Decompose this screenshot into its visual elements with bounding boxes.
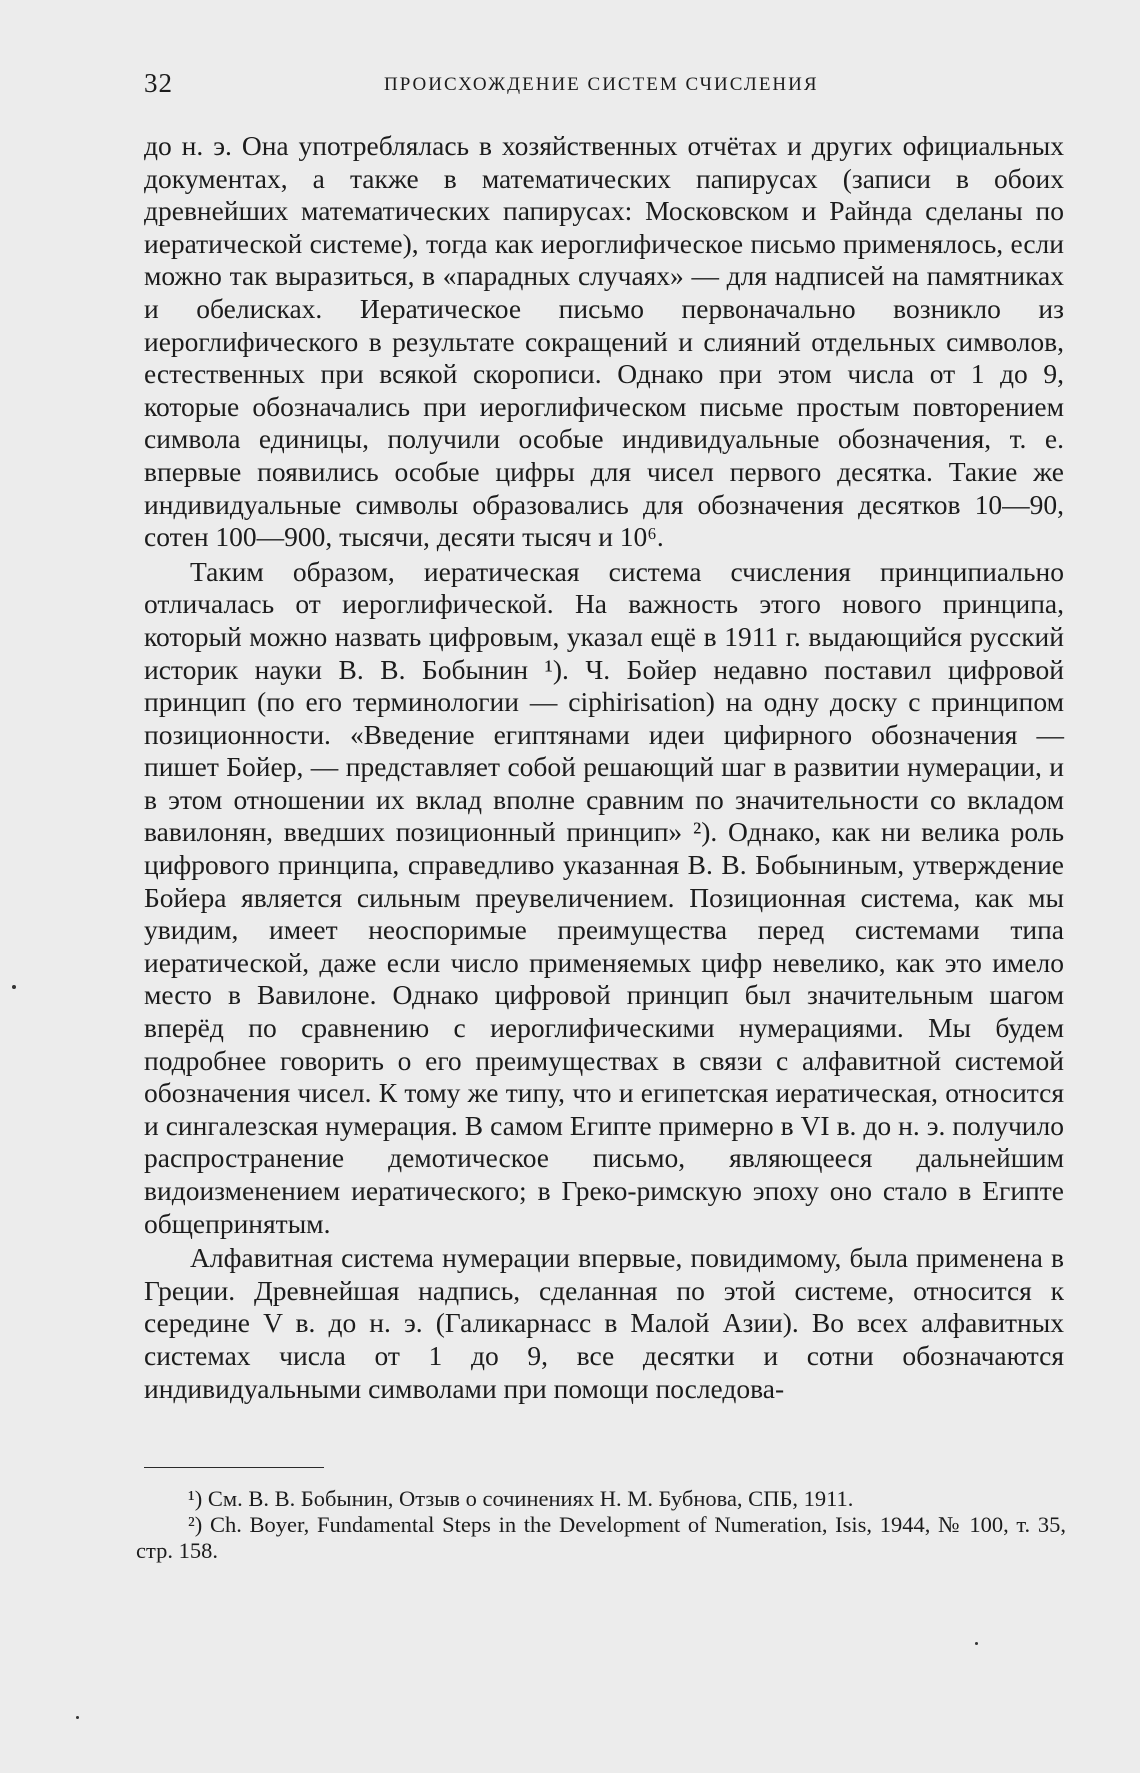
footnote-divider <box>144 1467 324 1468</box>
footnotes <box>136 1486 1066 1564</box>
page-header <box>144 68 1064 108</box>
paragraph-2: Таким образом, иератическая система счисления принципиально отличалась от иероглифической. На важность этого нового принципа, который можно назвать цифровым, указал ещё в 1911 г. выдающийся русский историк науки В. В. Бобынин ¹). Ч. Бойер недавно поставил цифровой принцип (по его терминологии — ciphirisation) на одну доску с принципом позиционности. «Введение египтянами идеи цифирного обозначения — пишет Бойер, — представляет собой решающий шаг в развитии нумерации, и в этом отношении их вклад вполне сравним по значительности со вкладом вавилонян, введших позиционный принцип» ²). Однако, как ни велика роль цифрового принципа, справедливо указанная В. В. Бобыниным, утверждение Бойера является сильным преувеличением. Позиционная система, как мы увидим, имеет неоспоримые преимущества перед системами типа иератической, даже если число применяемых цифр невелико, как это имело место в Вавилоне. Однако цифровой принцип был значительным шагом вперёд по сравнению с иероглифическими нумерациями. Мы будем подробнее говорить о его преимуществах в связи с алфавитной системой обозначения чисел. К тому же типу, что и египетская иератическая, относится и сингалезская нумерация. В самом Египте примерно в VI в. до н. э. получило распространение демотическое письмо, являющееся дальнейшим видоизменением иератического; в Греко-римскую эпоху оно стало в Египте общепринятым. <box>144 555 1064 1239</box>
paragraph-3: Алфавитная система нумерации впервые, повидимому, была применена в Греции. Древнейшая надпись, сделанная по этой системе, относится к середине V в. до н. э. (Галикарнасс в Малой Азии). Во всех алфавитных системах числа от 1 до 9, все десятки и сотни обозначаются индивидуальными символами при помощи последова- <box>144 1242 1064 1404</box>
paragraph-1: до н. э. Она употреблялась в хозяйственных отчётах и других официальных документах, а также в математических папирусах (записи в обоих древнейших математических папирусах: Московском и Райнда сделаны по иератической системе), тогда как иероглифическое письмо применялось, если можно так выразиться, в «парадных случаях» — для надписей на памятниках и обелисках. Иератическое письмо первоначально возникло из иероглифического в результате сокращений и слияний отдельных символов, естественных при всякой скорописи. Однако при этом числа от 1 до 9, которые обозначались при иероглифическом письме простым повторением символа единицы, получили особые индивидуальные обозначения, т. е. впервые появились особые цифры для чисел первого десятка. Такие же индивидуальные символы образовались для обозначения десятков 10—90, сотен 100—900, тысячи, десяти тысяч и 10⁶. <box>144 130 1064 553</box>
footnote-2: ²) Ch. Boyer, Fundamental Steps in the Development of Numeration, Isis, 1944, № 100, т. 35, стр. 158. <box>136 1512 1066 1563</box>
scan-speck <box>76 1716 79 1719</box>
footnote-1: ¹) См. В. В. Бобынин, Отзыв о сочинениях Н. М. Бубнова, СПБ, 1911. <box>188 1486 854 1511</box>
running-title: ПРОИСХОЖДЕНИЕ СИСТЕМ СЧИСЛЕНИЯ <box>384 74 819 95</box>
page-number: 32 <box>144 68 173 98</box>
scan-speck <box>975 1642 978 1645</box>
scan-speck <box>12 985 16 989</box>
main-text <box>144 130 1064 1405</box>
